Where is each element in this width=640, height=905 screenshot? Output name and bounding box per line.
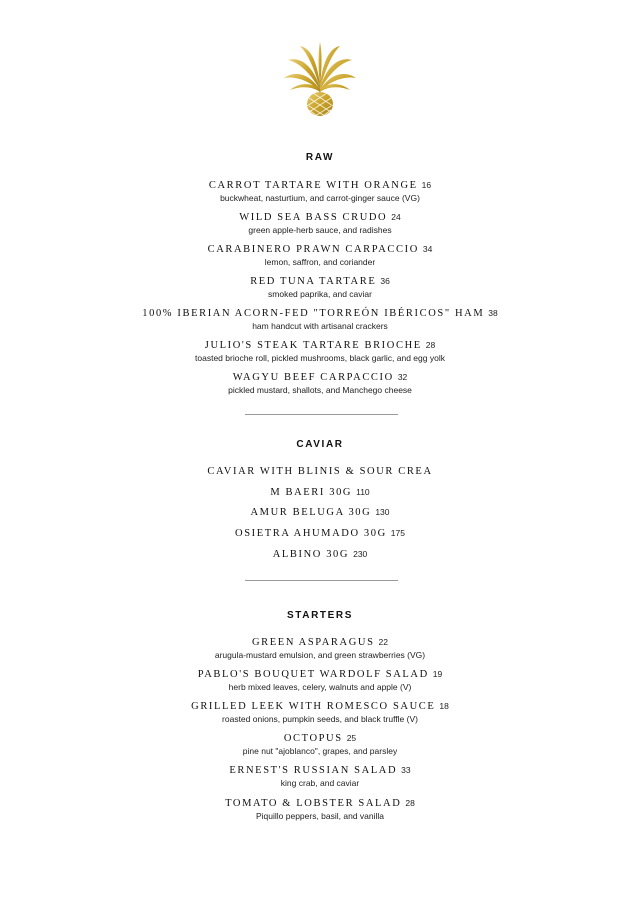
item-price: 28	[405, 798, 415, 808]
item-description: pine nut "ajoblanco", grapes, and parsley	[242, 746, 398, 756]
item-name: ALBINO 30G	[272, 549, 350, 560]
menu-item	[0, 544, 640, 562]
item-name: OSIETRA AHUMADO 30G	[235, 528, 387, 539]
menu-item	[0, 335, 640, 364]
item-description: ham handcut with artisanal crackers	[252, 321, 388, 331]
palm-pineapple-logo-icon	[280, 40, 360, 118]
item-name: PABLO'S BOUQUET WARDOLF SALAD	[197, 669, 429, 680]
item-description: toasted brioche roll, pickled mushrooms, black garlic, and egg yolk	[195, 353, 445, 363]
menu-item	[0, 696, 640, 725]
menu-item	[0, 239, 640, 268]
item-name: CARROT TARTARE WITH ORANGE	[208, 180, 418, 191]
item-price: 33	[401, 765, 411, 775]
item-price: 25	[346, 733, 357, 743]
menu-item	[0, 523, 640, 541]
item-name: 100% IBERIAN ACORN-FED "TORREÓN IBÉRICOS" HAM	[142, 308, 485, 319]
menu-item	[0, 207, 640, 236]
item-price: 38	[488, 308, 498, 318]
section-divider	[245, 414, 398, 415]
section-title-starters: STARTERS	[287, 610, 353, 621]
item-name: GREEN ASPARAGUS	[252, 637, 375, 648]
item-price: 24	[391, 212, 401, 222]
item-description: lemon, saffron, and coriander	[264, 257, 376, 267]
item-description: herb mixed leaves, celery, walnuts and apple (V)	[228, 682, 412, 692]
item-price: 110	[356, 487, 370, 497]
item-name: CARABINERO PRAWN CARPACCIO	[207, 244, 419, 255]
menu-item	[0, 760, 640, 789]
item-price: 16	[421, 180, 432, 190]
menu-item	[0, 664, 640, 693]
section-divider	[245, 580, 398, 581]
starters-section	[0, 610, 640, 621]
item-price: 28	[425, 340, 436, 350]
menu-item	[0, 793, 640, 822]
item-price: 18	[439, 701, 449, 711]
section-title-caviar: CAVIAR	[296, 439, 344, 450]
raw-section	[0, 152, 640, 163]
item-name: RED TUNA TARTARE	[250, 276, 377, 287]
menu-item	[0, 632, 640, 661]
section-title-raw: RAW	[305, 152, 335, 163]
menu-item	[0, 271, 640, 300]
item-name: JULIO'S STEAK TARTARE BRIOCHE	[204, 340, 422, 351]
item-price: 22	[378, 637, 388, 647]
item-name: GRILLED LEEK WITH ROMESCO SAUCE	[191, 701, 436, 712]
item-description: arugula-mustard emulsion, and green strawberries (VG)	[214, 650, 426, 660]
item-name: WILD SEA BASS CRUDO	[239, 212, 388, 223]
item-price: 19	[432, 669, 443, 679]
item-name: OCTOPUS	[283, 733, 343, 744]
item-name: ERNEST'S RUSSIAN SALAD	[229, 765, 398, 776]
item-description: king crab, and caviar	[280, 778, 360, 788]
menu-item	[0, 502, 640, 520]
item-price: 175	[390, 528, 405, 538]
item-description: green apple-herb sauce, and radishes	[248, 225, 392, 235]
menu-item	[0, 482, 640, 500]
item-name: AMUR BELUGA 30G	[250, 507, 372, 518]
item-price: 32	[397, 372, 408, 382]
item-name: TOMATO & LOBSTER SALAD	[225, 798, 402, 809]
item-name: CAVIAR WITH BLINIS & SOUR CREA	[207, 466, 433, 477]
menu-item	[0, 367, 640, 396]
item-description: buckwheat, nasturtium, and carrot-ginger sauce (VG)	[220, 193, 420, 203]
item-name: WAGYU BEEF CARPACCIO	[232, 372, 394, 383]
item-description: Piquillo peppers, basil, and vanilla	[255, 811, 385, 821]
menu-item	[0, 175, 640, 204]
menu-item	[0, 303, 640, 332]
item-name: M BAERI 30G	[270, 487, 353, 498]
item-price: 130	[375, 507, 390, 517]
item-price: 230	[353, 549, 368, 559]
item-description: roasted onions, pumpkin seeds, and black truffle (V)	[222, 714, 418, 724]
item-description: smoked paprika, and caviar	[268, 289, 372, 299]
item-price: 36	[380, 276, 390, 286]
caviar-section	[0, 439, 640, 450]
item-description: pickled mustard, shallots, and Manchego cheese	[228, 385, 412, 395]
menu-item	[0, 728, 640, 757]
menu-item	[0, 461, 640, 479]
item-price: 34	[422, 244, 433, 254]
